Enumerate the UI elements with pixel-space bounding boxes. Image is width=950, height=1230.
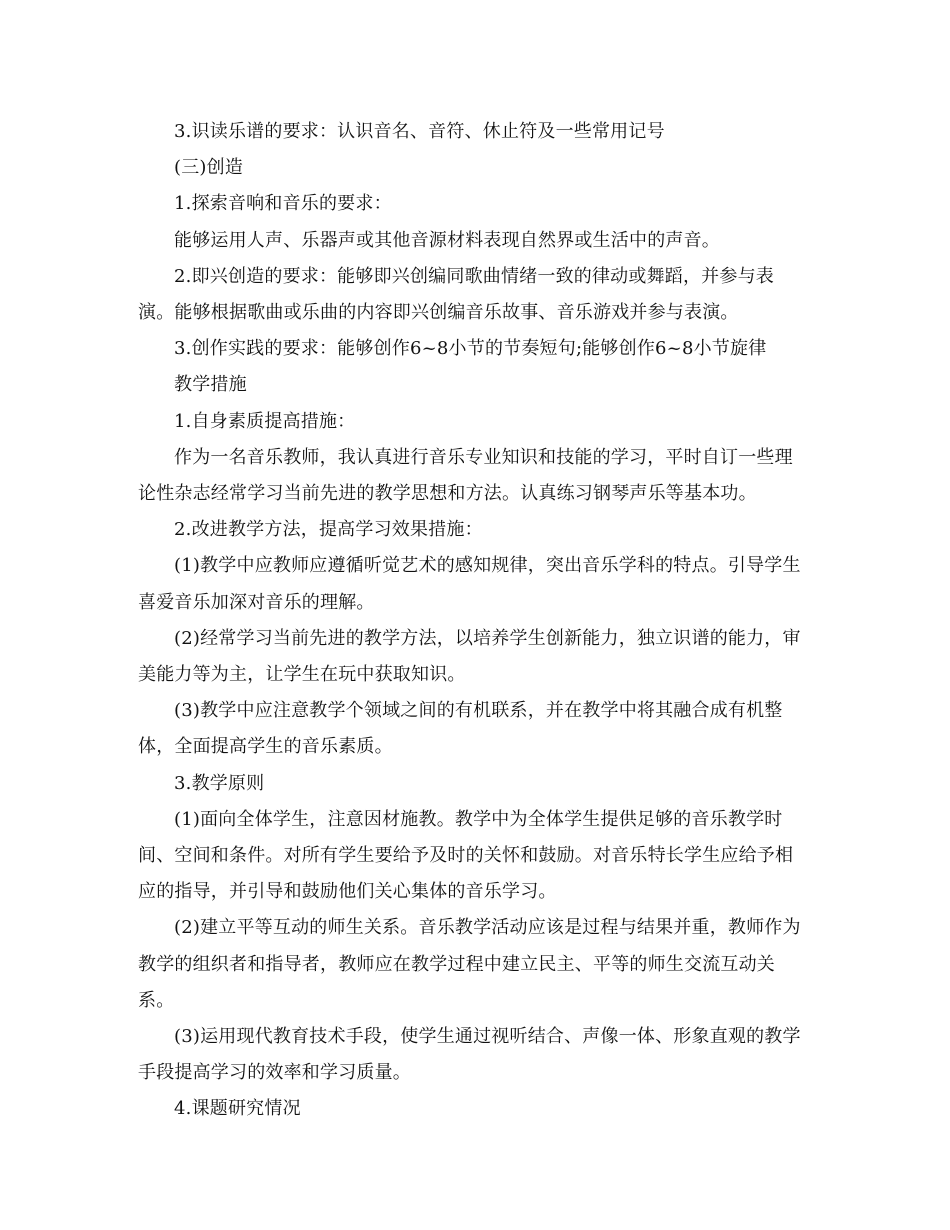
section-heading-teaching-measures: 教学措施 [174, 374, 247, 396]
section-heading-research: 4.课题研究情况 [174, 1098, 301, 1120]
paragraph-improvisation: 2.即兴创造的要求：能够即兴创编同歌曲情绪一致的律动或舞蹈，并参与表演。能够根据歌曲或乐曲的内容即兴创编音乐故事、音乐游戏并参与表演。 [138, 265, 774, 324]
section-heading-principles: 3.教学原则 [174, 772, 265, 794]
paragraph-method-1: (1)教学中应教师应遵循听觉艺术的感知规律，突出音乐学科的特点。引导学生喜爱音乐加深对音乐的理解。 [138, 555, 801, 613]
paragraph-principle-2: (2)建立平等互动的师生关系。音乐教学活动应该是过程与结果并重，教师作为教学的组织者和指导者，教师应在教学过程中建立民主、平等的师生交流互动关系。 [138, 917, 801, 1011]
document-body [138, 114, 804, 1128]
paragraph-principle-1: (1)面向全体学生，注意因材施教。教学中为全体学生提供足够的音乐教学时间、空间和条件。对所有学生要给予及时的关怀和鼓励。对音乐特长学生应给予相应的指导，并引导和鼓励他们关心集体的音乐学习。 [138, 808, 794, 903]
paragraph-method-2: (2)经常学习当前先进的教学方法，以培养学生创新能力，独立识谱的能力，审美能力等为主，让学生在玩中获取知识。 [138, 627, 801, 686]
paragraph-self-improvement: 1.自身素质提高措施： [174, 410, 356, 432]
paragraph-voice-instrument: 能够运用人声、乐器声或其他音源材料表现自然界或生活中的声音。 [174, 229, 720, 251]
section-heading-creation: (三)创造 [174, 157, 244, 179]
paragraph-method-3: (3)教学中应注意教学个领域之间的有机联系，并在教学中将其融合成有机整体，全面提高学生的音乐素质。 [138, 700, 783, 758]
paragraph-composition: 3.创作实践的要求：能够创作6~8小节的节奏短句;能够创作6~8小节旋律 [174, 338, 767, 360]
paragraph-explore-sound: 1.探索音响和音乐的要求： [174, 193, 392, 215]
paragraph-reading-requirement: 3.识读乐谱的要求：认识音名、音符、休止符及一些常用记号 [174, 121, 665, 142]
paragraph-principle-3: (3)运用现代教育技术手段，使学生通过视听结合、声像一体、形象直观的教学手段提高学习的效率和学习质量。 [138, 1026, 801, 1084]
paragraph-teacher-study: 作为一名音乐教师，我认真进行音乐专业知识和技能的学习，平时自订一些理论性杂志经常学习当前先进的教学思想和方法。认真练习钢琴声乐等基本功。 [138, 446, 793, 505]
paragraph-improve-methods: 2.改进教学方法，提高学习效果措施： [174, 519, 483, 541]
